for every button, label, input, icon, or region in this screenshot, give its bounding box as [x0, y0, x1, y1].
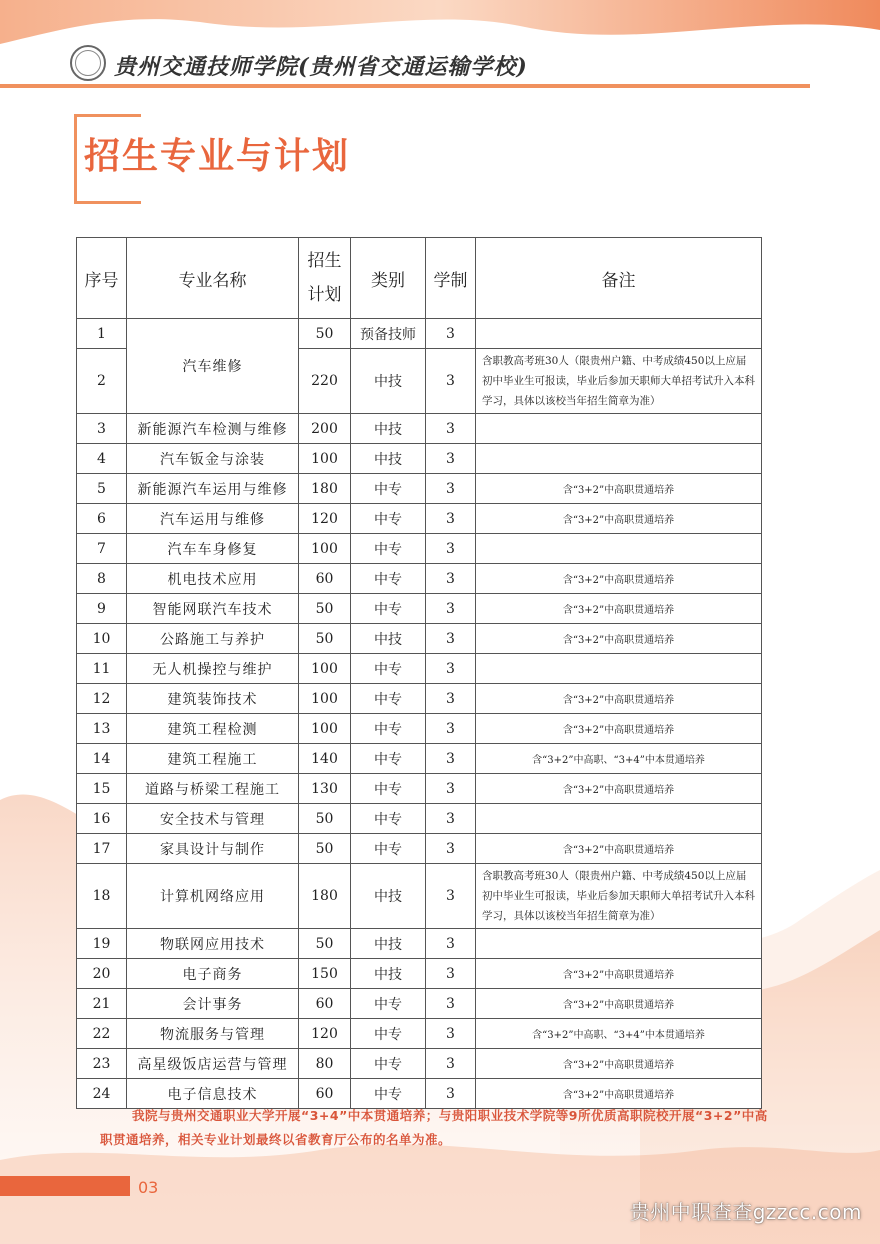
cell-duration: 3 — [426, 714, 476, 744]
cell-plan: 100 — [299, 534, 351, 564]
cell-plan: 80 — [299, 1049, 351, 1079]
watermark: 贵州中职查查gzzcc.com — [629, 1200, 862, 1224]
cell-no: 7 — [77, 534, 127, 564]
cell-no: 12 — [77, 684, 127, 714]
cell-category: 中专 — [351, 1079, 426, 1109]
cell-note: 含“3+2”中高职贯通培养 — [476, 684, 762, 714]
cell-no: 19 — [77, 929, 127, 959]
cell-duration: 3 — [426, 624, 476, 654]
cell-no: 21 — [77, 989, 127, 1019]
cell-major: 智能网联汽车技术 — [127, 594, 299, 624]
cell-no: 11 — [77, 654, 127, 684]
cell-major: 无人机操控与维护 — [127, 654, 299, 684]
cell-duration: 3 — [426, 864, 476, 929]
cell-note: 含“3+2”中高职贯通培养 — [476, 564, 762, 594]
cell-major: 物流服务与管理 — [127, 1019, 299, 1049]
cell-duration: 3 — [426, 564, 476, 594]
cell-note: 含“3+2”中高职贯通培养 — [476, 989, 762, 1019]
cell-category: 中专 — [351, 504, 426, 534]
cell-no: 13 — [77, 714, 127, 744]
cell-category: 中技 — [351, 929, 426, 959]
cell-major: 建筑装饰技术 — [127, 684, 299, 714]
cell-category: 中专 — [351, 989, 426, 1019]
cell-category: 中专 — [351, 744, 426, 774]
cell-duration: 3 — [426, 534, 476, 564]
header-divider — [0, 84, 810, 88]
cell-note: 含“3+2”中高职贯通培养 — [476, 1079, 762, 1109]
logo-ring — [75, 50, 101, 76]
table-row — [77, 1049, 762, 1079]
cell-major: 新能源汽车运用与维修 — [127, 474, 299, 504]
cell-note: 含“3+2”中高职贯通培养 — [476, 959, 762, 989]
cell-plan: 50 — [299, 624, 351, 654]
top-wave — [0, 0, 880, 44]
cell-major: 汽车运用与维修 — [127, 504, 299, 534]
cell-duration: 3 — [426, 989, 476, 1019]
cell-note: 含“3+2”中高职贯通培养 — [476, 504, 762, 534]
cell-category: 中专 — [351, 774, 426, 804]
cell-duration: 3 — [426, 804, 476, 834]
cell-duration: 3 — [426, 414, 476, 444]
cell-plan: 50 — [299, 929, 351, 959]
page-number: 03 — [138, 1178, 159, 1197]
mountain-bottom — [0, 1144, 880, 1244]
cell-no: 22 — [77, 1019, 127, 1049]
cell-duration: 3 — [426, 474, 476, 504]
cell-category: 中专 — [351, 564, 426, 594]
footnote: 我院与贵州交通职业大学开展“3+4”中本贯通培养；与贵阳职业技术学院等9所优质高职院校开展“3+2”中高职贯通培养，相关专业计划最终以省教育厅公布的名单为准。 — [100, 1108, 768, 1147]
cell-note — [476, 414, 762, 444]
cell-plan: 180 — [299, 474, 351, 504]
cell-plan: 100 — [299, 654, 351, 684]
table-row — [77, 444, 762, 474]
cell-major: 建筑工程检测 — [127, 714, 299, 744]
cell-note: 含“3+2”中高职、“3+4”中本贯通培养 — [476, 1019, 762, 1049]
cell-major: 安全技术与管理 — [127, 804, 299, 834]
cell-major: 新能源汽车检测与维修 — [127, 414, 299, 444]
cell-no: 18 — [77, 864, 127, 929]
cell-duration: 3 — [426, 1079, 476, 1109]
cell-category: 中专 — [351, 684, 426, 714]
cell-no: 15 — [77, 774, 127, 804]
table-row — [77, 774, 762, 804]
table-row — [77, 684, 762, 714]
cell-category: 中技 — [351, 959, 426, 989]
cell-no: 16 — [77, 804, 127, 834]
cell-plan: 220 — [299, 349, 351, 414]
cell-duration: 3 — [426, 594, 476, 624]
cell-note — [476, 929, 762, 959]
cell-category: 中技 — [351, 444, 426, 474]
cell-major: 汽车维修 — [127, 319, 299, 414]
cell-category: 预备技师 — [351, 319, 426, 349]
cell-duration: 3 — [426, 959, 476, 989]
cell-category: 中专 — [351, 1019, 426, 1049]
cell-plan: 180 — [299, 864, 351, 929]
header-duration: 学制 — [426, 238, 476, 319]
cell-major: 计算机网络应用 — [127, 864, 299, 929]
cell-major: 物联网应用技术 — [127, 929, 299, 959]
cell-no: 4 — [77, 444, 127, 474]
table-row — [77, 534, 762, 564]
header-plan-line2: 计划 — [307, 285, 342, 305]
table-row — [77, 624, 762, 654]
table-row — [77, 744, 762, 774]
page-title: 招生专业与计划 — [84, 136, 351, 177]
cell-no: 3 — [77, 414, 127, 444]
cell-category: 中专 — [351, 654, 426, 684]
school-name: 贵州交通技师学院(贵州省交通运输学校) — [114, 54, 528, 80]
cell-no: 24 — [77, 1079, 127, 1109]
cell-no: 23 — [77, 1049, 127, 1079]
cell-category: 中专 — [351, 474, 426, 504]
cell-duration: 3 — [426, 319, 476, 349]
table-row — [77, 564, 762, 594]
cell-category: 中技 — [351, 349, 426, 414]
header-major: 专业名称 — [127, 238, 299, 319]
cell-category: 中技 — [351, 624, 426, 654]
cell-category: 中专 — [351, 834, 426, 864]
cell-major: 家具设计与制作 — [127, 834, 299, 864]
cell-note: 含职教高考班30人（限贵州户籍、中考成绩450以上应届初中毕业生可报读，毕业后参加天职师大单招考试升入本科学习，具体以该校当年招生简章为准） — [476, 864, 762, 929]
cell-plan: 50 — [299, 319, 351, 349]
cell-note: 含“3+2”中高职贯通培养 — [476, 834, 762, 864]
cell-plan: 60 — [299, 564, 351, 594]
table-row — [77, 654, 762, 684]
cell-plan: 150 — [299, 959, 351, 989]
header-plan-line1: 招生 — [307, 251, 342, 271]
header-note: 备注 — [476, 238, 762, 319]
cell-no: 6 — [77, 504, 127, 534]
cell-duration: 3 — [426, 504, 476, 534]
table-row — [77, 414, 762, 444]
cell-major: 汽车车身修复 — [127, 534, 299, 564]
cell-major: 会计事务 — [127, 989, 299, 1019]
cell-note — [476, 534, 762, 564]
table-row — [77, 834, 762, 864]
cell-duration: 3 — [426, 1019, 476, 1049]
school-logo — [70, 45, 106, 81]
table-row — [77, 989, 762, 1019]
cell-plan: 130 — [299, 774, 351, 804]
cell-note: 含职教高考班30人（限贵州户籍、中考成绩450以上应届初中毕业生可报读，毕业后参加天职师大单招考试升入本科学习，具体以该校当年招生简章为准） — [476, 349, 762, 414]
cell-plan: 100 — [299, 714, 351, 744]
cell-plan: 60 — [299, 989, 351, 1019]
cell-category: 中技 — [351, 864, 426, 929]
cell-category: 中技 — [351, 414, 426, 444]
cell-note — [476, 444, 762, 474]
cell-no: 8 — [77, 564, 127, 594]
cell-duration: 3 — [426, 1049, 476, 1079]
cell-note: 含“3+2”中高职、“3+4”中本贯通培养 — [476, 744, 762, 774]
cell-no: 2 — [77, 349, 127, 414]
cell-no: 10 — [77, 624, 127, 654]
cell-note: 含“3+2”中高职贯通培养 — [476, 594, 762, 624]
table-row — [77, 804, 762, 834]
cell-duration: 3 — [426, 349, 476, 414]
cell-major: 道路与桥梁工程施工 — [127, 774, 299, 804]
table-row — [77, 959, 762, 989]
header-no: 序号 — [77, 238, 127, 319]
cell-plan: 200 — [299, 414, 351, 444]
cell-no: 9 — [77, 594, 127, 624]
cell-note: 含“3+2”中高职贯通培养 — [476, 474, 762, 504]
header-category: 类别 — [351, 238, 426, 319]
cell-duration: 3 — [426, 834, 476, 864]
table-row — [77, 319, 762, 349]
cell-duration: 3 — [426, 929, 476, 959]
cell-note — [476, 654, 762, 684]
cell-major: 电子商务 — [127, 959, 299, 989]
cell-no: 1 — [77, 319, 127, 349]
cell-major: 高星级饭店运营与管理 — [127, 1049, 299, 1079]
cell-category: 中专 — [351, 1049, 426, 1079]
table-header-row — [77, 238, 762, 319]
header-plan — [299, 238, 351, 319]
cell-plan: 100 — [299, 684, 351, 714]
cell-note — [476, 319, 762, 349]
cell-major: 建筑工程施工 — [127, 744, 299, 774]
cell-category: 中专 — [351, 594, 426, 624]
cell-category: 中专 — [351, 714, 426, 744]
cell-plan: 60 — [299, 1079, 351, 1109]
cell-category: 中专 — [351, 804, 426, 834]
table-row — [77, 594, 762, 624]
cell-duration: 3 — [426, 654, 476, 684]
cell-duration: 3 — [426, 774, 476, 804]
cell-no: 20 — [77, 959, 127, 989]
cell-note — [476, 804, 762, 834]
cell-no: 14 — [77, 744, 127, 774]
cell-no: 17 — [77, 834, 127, 864]
cell-plan: 50 — [299, 804, 351, 834]
cell-plan: 120 — [299, 504, 351, 534]
enrollment-plan-table — [76, 237, 762, 1109]
cell-note: 含“3+2”中高职贯通培养 — [476, 624, 762, 654]
table-row — [77, 929, 762, 959]
page-number-bar — [0, 1176, 130, 1196]
cell-plan: 120 — [299, 1019, 351, 1049]
cell-major: 电子信息技术 — [127, 1079, 299, 1109]
cell-note: 含“3+2”中高职贯通培养 — [476, 714, 762, 744]
table-row — [77, 504, 762, 534]
table-row — [77, 864, 762, 929]
table-row — [77, 714, 762, 744]
cell-plan: 50 — [299, 834, 351, 864]
table-row — [77, 1019, 762, 1049]
cell-plan: 50 — [299, 594, 351, 624]
cell-duration: 3 — [426, 444, 476, 474]
cell-category: 中专 — [351, 534, 426, 564]
cell-note: 含“3+2”中高职贯通培养 — [476, 1049, 762, 1079]
table-row — [77, 474, 762, 504]
table-body — [77, 319, 762, 1109]
cell-major: 汽车钣金与涂装 — [127, 444, 299, 474]
cell-major: 公路施工与养护 — [127, 624, 299, 654]
cell-duration: 3 — [426, 684, 476, 714]
cell-plan: 140 — [299, 744, 351, 774]
cell-major: 机电技术应用 — [127, 564, 299, 594]
cell-note: 含“3+2”中高职贯通培养 — [476, 774, 762, 804]
cell-plan: 100 — [299, 444, 351, 474]
cell-duration: 3 — [426, 744, 476, 774]
cell-no: 5 — [77, 474, 127, 504]
